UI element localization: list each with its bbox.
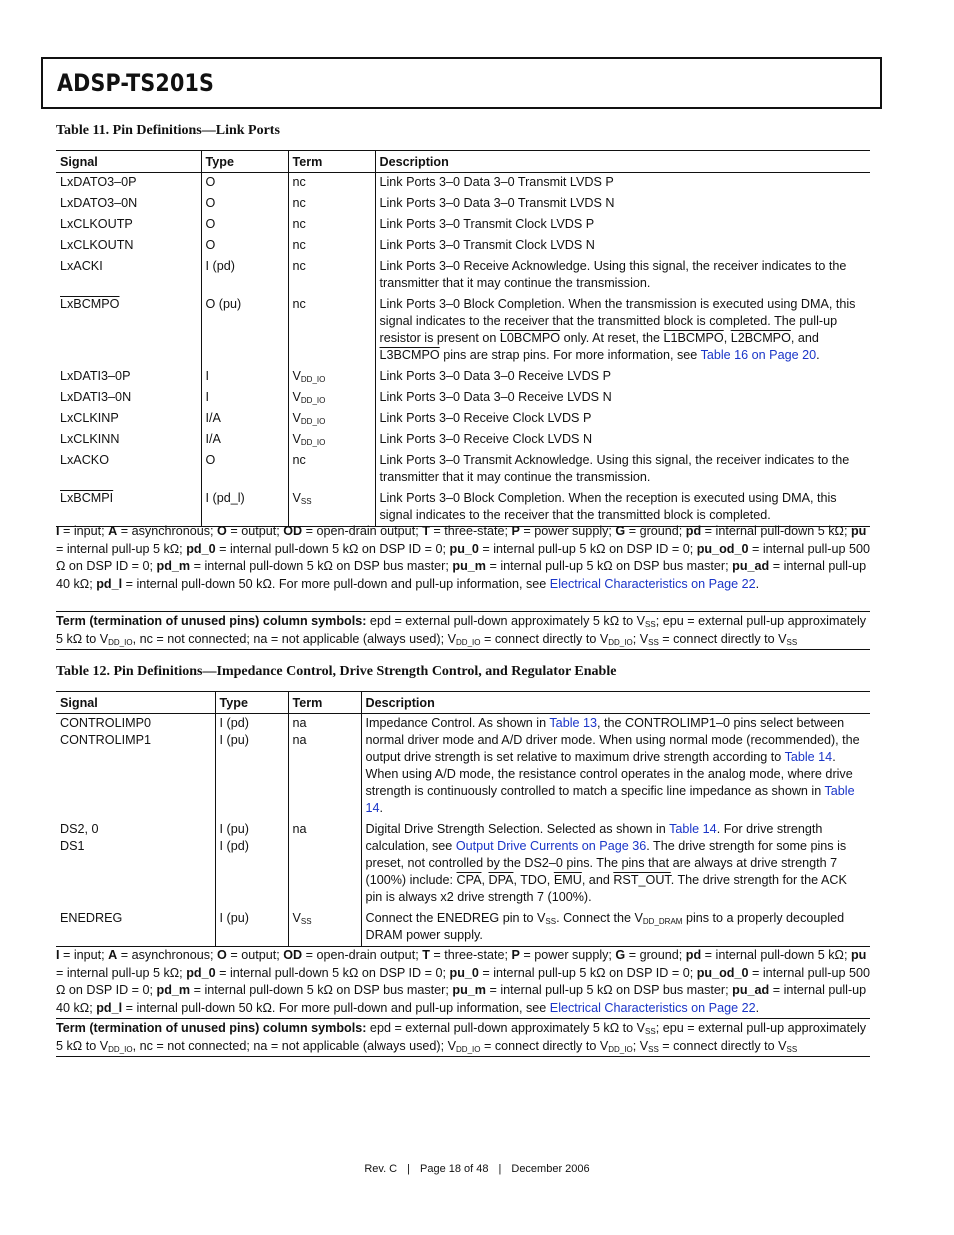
signal-cell: LxACKO [60, 453, 109, 467]
legend-text: = internal pull-down 5 kΩ on DSP ID = 0; [215, 965, 450, 980]
table-16-link[interactable]: Table 16 on Page 20 [700, 348, 817, 362]
legend-key: OD [283, 524, 303, 538]
legend-key: pd_0 [186, 541, 216, 556]
legend-text: = output; [226, 948, 284, 962]
active-low-signal: $\overline{EMU}$ [553, 873, 582, 887]
legend-text: = internal pull-up 5 kΩ; [56, 541, 187, 556]
table-row [56, 409, 870, 430]
term-cell: nc [288, 215, 375, 236]
legend-key: pu_m [452, 559, 486, 573]
legend-text: = input; [59, 948, 109, 962]
legend-key: pu_od_0 [696, 965, 749, 980]
text: ; V [632, 631, 649, 646]
text: Connect the ENEDREG pin to V [365, 911, 546, 925]
type-cell: I (pd) [201, 257, 288, 295]
output-drive-currents-link[interactable]: Output Drive Currents on Page 36 [455, 839, 647, 853]
table-row [56, 451, 870, 489]
description-cell: Link Ports 3–0 Data 3–0 Transmit LVDS P [375, 173, 870, 195]
text: . The drive strength for the ACK pin is always x2 drive strength 7 (100%). [365, 873, 847, 904]
signal-cell: LxCLKOUTP [60, 217, 133, 231]
legend-text: = internal pull-down 5 kΩ; [701, 948, 851, 962]
legend-text: = internal pull-down 5 kΩ on DSP bus master; [190, 983, 453, 997]
signal-name: DS2, 0 [60, 822, 99, 836]
legend-key: pu_0 [449, 541, 479, 556]
term-cell: nc [288, 295, 375, 367]
divider [56, 1018, 870, 1019]
table-14-link[interactable]: Table 14 [365, 784, 855, 815]
description-cell: Link Ports 3–0 Block Completion. When the reception is executed using DMA, this signal indicates to the receiver that the transmitted block is completed. [375, 489, 870, 527]
divider [56, 611, 870, 612]
term-subscript: DD_IO [300, 375, 326, 384]
signal-cell: LxCLKINP [60, 411, 119, 425]
term-symbol: V [292, 411, 301, 425]
column-header: Term [288, 692, 361, 714]
text: = connect directly to V [480, 631, 609, 646]
legend-text: = internal pull-up 5 kΩ; [56, 965, 187, 980]
description-cell [361, 714, 870, 821]
description-cell: Link Ports 3–0 Receive Clock LVDS N [375, 430, 870, 451]
table-13-link[interactable]: Table 13 [549, 716, 598, 730]
term-symbol: V [292, 491, 301, 505]
term-symbol: V [292, 911, 301, 925]
description-cell [361, 909, 870, 947]
legend-key: G [615, 948, 626, 962]
term-note-12 [56, 1020, 870, 1055]
type-cell: I/A [201, 430, 288, 451]
text: , [723, 331, 731, 345]
description-cell: Link Ports 3–0 Data 3–0 Transmit LVDS N [375, 194, 870, 215]
active-low-signal: L3BCMPO [379, 348, 440, 362]
term-subscript: SS [300, 497, 312, 506]
signal-name: CONTROLIMP0 [60, 716, 151, 730]
term-symbol: V [292, 390, 301, 404]
table-14-link[interactable]: Table 14 [669, 822, 717, 836]
active-low-signal: LxBCMPI [60, 491, 114, 505]
description-cell: Link Ports 3–0 Data 3–0 Receive LVDS P [375, 367, 870, 388]
separator: | [407, 1163, 410, 1175]
term-cell [288, 388, 375, 409]
term-subscript: DD_IO [300, 417, 326, 426]
subscript: DD_IO [108, 1044, 133, 1054]
term-note-label: Term (termination of unused pins) column symbols: [56, 614, 367, 628]
signal-name: CONTROLIMP1 [60, 733, 151, 747]
table-row [56, 430, 870, 451]
legend-key: pd_0 [186, 965, 216, 980]
legend-key: pu_ad [732, 559, 770, 573]
table-row [56, 820, 870, 909]
subscript: SS [545, 917, 557, 926]
signal-cell: LxCLKINN [60, 432, 120, 446]
legend-text: = internal pull-down 5 kΩ; [701, 524, 851, 538]
term-cell: nc [288, 257, 375, 295]
text: . When using A/D mode, the resistance control operates in the analog mode, where drive strength is continuously controlled to match a specific line impedance as shown in [365, 750, 853, 798]
column-header: Signal [56, 692, 215, 714]
legend-text: = power supply; [519, 524, 616, 538]
column-header: Description [375, 151, 870, 173]
text: , the CONTROLIMP1–0 pins select between normal driver mode and A/D driver mode. When using normal mode (recommended), the output drive strength is set relative to maximum drive strength according to [365, 716, 860, 764]
legend-key: I [56, 948, 60, 962]
legend-key: pd [685, 524, 702, 538]
legend-key: pu [850, 948, 867, 962]
legend-text: = internal pull-up 40 kΩ; [56, 559, 867, 591]
active-low-signal: L1BCMPO [663, 331, 724, 345]
term-symbol: V [292, 432, 301, 446]
table-header-row [56, 692, 870, 714]
table-row [56, 173, 870, 195]
document-title: ADSP-TS201S [57, 69, 215, 97]
subscript: SS [648, 1044, 659, 1054]
legend-text: = open-drain output; [302, 524, 423, 538]
legend-note-11 [56, 523, 870, 593]
signal-cell [56, 714, 215, 821]
table-row [56, 489, 870, 527]
table-row [56, 714, 870, 821]
text: Link Ports 3–0 Block Completion. When the transmission is executed using DMA, this signal indicates to the receiver that the transmitted block is completed. The pull-up resistor is present on [379, 297, 856, 345]
legend-text: = open-drain output; [302, 948, 423, 962]
text: = connect directly to V [480, 1038, 609, 1053]
legend-text: = asynchronous; [117, 948, 218, 962]
type-value: I (pd) [219, 716, 249, 730]
signal-cell [56, 820, 215, 909]
table-11-caption: Table 11. Pin Definitions—Link Ports [56, 123, 280, 138]
table-header-row [56, 151, 870, 173]
legend-key: pd_l [96, 1000, 123, 1015]
term-cell: nc [288, 236, 375, 257]
type-cell: O [201, 236, 288, 257]
type-value: I (pd) [219, 839, 249, 853]
active-low-signal: L2BCMPO [730, 331, 791, 345]
legend-key: OD [283, 948, 303, 962]
subscript: SS [645, 620, 656, 629]
text: only. At reset, the [560, 331, 664, 345]
legend-text: = asynchronous; [117, 524, 218, 538]
table-row [56, 236, 870, 257]
signal-cell [56, 489, 201, 527]
signal-cell: LxDATO3–0P [60, 175, 137, 189]
text: . The drive strength for some pins is preset, not controlled by the DS2–0 pins. The pins that are always at drive strength 7 (100%) include: [365, 839, 847, 887]
term-cell: nc [288, 451, 375, 489]
column-header: Type [215, 692, 288, 714]
term-value: na [292, 733, 307, 747]
text: , and [790, 331, 819, 345]
table-12 [56, 691, 870, 947]
legend-key: I [56, 524, 60, 538]
text: epd = external pull-down approximately 5 kΩ to V [366, 1021, 646, 1035]
description-cell: Link Ports 3–0 Receive Acknowledge. Using this signal, the receiver indicates to the transmitter that it may continue the transmission. [375, 257, 870, 295]
legend-key: T [422, 524, 430, 538]
legend-text: = power supply; [519, 948, 616, 962]
legend-text: = internal pull-down 50 kΩ. For more pull-down and pull-up information, see [122, 1000, 550, 1015]
legend-text: = internal pull-down 5 kΩ on DSP bus master; [190, 559, 453, 573]
active-low-signal: $\overline{CPA}$ [456, 873, 482, 887]
text: epd = external pull-down approximately 5 kΩ to V [366, 614, 646, 628]
term-cell: nc [288, 173, 375, 195]
legend-text: = internal pull-up 500 Ω on DSP ID = 0; [56, 541, 870, 573]
divider [56, 1056, 870, 1057]
legend-text: = three-state; [429, 524, 512, 538]
legend-text: = internal pull-down 50 kΩ. For more pull-down and pull-up information, see [122, 576, 550, 591]
description-cell: Link Ports 3–0 Transmit Clock LVDS P [375, 215, 870, 236]
legend-text: = ground; [625, 524, 686, 538]
table-row [56, 257, 870, 295]
type-cell: I (pd_l) [201, 489, 288, 527]
legend-text: = input; [59, 524, 109, 538]
legend-text: = ground; [625, 948, 686, 962]
legend-key: pd_l [96, 576, 123, 591]
text: , and [581, 873, 614, 887]
type-cell [215, 820, 288, 909]
subscript: SS [645, 1027, 656, 1036]
table-11 [56, 150, 870, 527]
table-row [56, 909, 870, 947]
active-low-signal: L0BCMPO [499, 331, 561, 345]
electrical-characteristics-link[interactable]: Electrical Characteristics on Page 22 [549, 576, 756, 591]
legend-text: = internal pull-down 5 kΩ on DSP ID = 0; [215, 541, 450, 556]
legend-key: pu_m [452, 983, 486, 997]
text: ; epu = external pull-up approximately 5 kΩ to V [56, 1021, 867, 1053]
legend-key: G [615, 524, 626, 538]
text: , [481, 873, 489, 887]
term-value: na [292, 716, 307, 730]
legend-text: = internal pull-up 40 kΩ; [56, 983, 867, 1015]
subscript: DD_IO [456, 1044, 481, 1054]
description-cell [375, 295, 870, 367]
legend-key: P [511, 948, 520, 962]
signal-cell: LxDATI3–0P [60, 369, 131, 383]
legend-key: pu_od_0 [696, 541, 749, 556]
legend-key: T [422, 948, 430, 962]
table-row [56, 388, 870, 409]
legend-key: pd_m [156, 559, 191, 573]
signal-cell [56, 295, 201, 367]
text: . For drive strength calculation, see [365, 822, 823, 853]
type-cell: I/A [201, 409, 288, 430]
term-subscript: SS [300, 917, 312, 926]
active-low-signal: LxBCMPO [60, 297, 120, 311]
text: ; epu = external pull-up approximately 5 kΩ to V [56, 614, 867, 646]
legend-key: P [511, 524, 520, 538]
type-value: I (pu) [219, 822, 249, 836]
legend-text: = internal pull-up 500 Ω on DSP ID = 0; [56, 965, 870, 997]
active-low-signal: $\overline{DPA}$ [488, 873, 514, 887]
term-cell [288, 409, 375, 430]
table-row [56, 367, 870, 388]
table-12-caption: Table 12. Pin Definitions—Impedance Control, Drive Strength Control, and Regulator Enable [56, 664, 617, 679]
description-cell [361, 820, 870, 909]
date: December 2006 [511, 1163, 590, 1175]
term-note-label: Term (termination of unused pins) column symbols: [56, 1021, 367, 1035]
type-cell: O [201, 173, 288, 195]
page-number: Page 18 of 48 [420, 1163, 489, 1175]
table-row [56, 194, 870, 215]
term-cell [288, 909, 361, 947]
table-row [56, 295, 870, 367]
term-subscript: DD_IO [300, 396, 326, 405]
text: , TDO, [513, 873, 554, 887]
signal-cell: LxDATO3–0N [60, 196, 138, 210]
legend-key: pu_0 [449, 965, 479, 980]
type-cell [215, 714, 288, 821]
subscript: DD_IO [108, 637, 133, 647]
type-cell: O (pu) [201, 295, 288, 367]
term-subscript: DD_IO [300, 438, 326, 447]
table-14-link[interactable]: Table 14 [784, 750, 833, 764]
header-box [41, 57, 882, 109]
subscript: DD_IO [608, 1044, 633, 1054]
text: . [379, 801, 384, 815]
signal-cell: LxCLKOUTN [60, 238, 134, 252]
active-low-signal: RST_OUT [613, 873, 671, 887]
term-cell: nc [288, 194, 375, 215]
column-header: Signal [56, 151, 201, 173]
signal-cell: ENEDREG [60, 911, 123, 925]
legend-key: A [108, 524, 118, 538]
description-cell: Link Ports 3–0 Transmit Acknowledge. Using this signal, the receiver indicates to the transmitter that it may continue the transmission. [375, 451, 870, 489]
type-cell: I (pu) [215, 909, 288, 947]
divider [56, 649, 870, 650]
term-symbol: V [292, 369, 301, 383]
type-value: I (pu) [219, 733, 249, 747]
term-cell [288, 714, 361, 821]
term-note-11 [56, 613, 870, 648]
table-row [56, 215, 870, 236]
page-footer [0, 1163, 954, 1175]
legend-text: . [755, 576, 760, 591]
type-cell: O [201, 215, 288, 236]
column-header: Description [361, 692, 870, 714]
electrical-characteristics-link[interactable]: Electrical Characteristics on Page 22 [549, 1000, 756, 1015]
signal-cell: LxACKI [60, 259, 103, 273]
type-cell: I [201, 388, 288, 409]
legend-text: = internal pull-up 5 kΩ on DSP bus master; [485, 983, 733, 997]
subscript: SS [786, 637, 798, 647]
column-header: Term [288, 151, 375, 173]
legend-text: = three-state; [429, 948, 512, 962]
legend-text: = internal pull-up 5 kΩ on DSP bus master; [485, 559, 733, 573]
subscript: SS [648, 637, 659, 647]
type-cell: O [201, 451, 288, 489]
legend-key: pd [685, 948, 702, 962]
text: . Connect the V [556, 911, 643, 925]
signal-cell: LxDATI3–0N [60, 390, 132, 404]
text: . [816, 348, 820, 362]
text: pins are strap pins. For more information, see [439, 348, 701, 362]
legend-key: pu [850, 524, 867, 538]
legend-key: pu_ad [732, 983, 770, 997]
type-cell: I [201, 367, 288, 388]
legend-key: O [217, 948, 227, 962]
text: ; V [632, 1038, 649, 1053]
legend-key: pd_m [156, 983, 191, 997]
text: pins to a properly decoupled DRAM power supply. [365, 911, 845, 942]
column-header: Type [201, 151, 288, 173]
legend-text: . [755, 1000, 760, 1015]
text: Impedance Control. As shown in [365, 716, 550, 730]
description-cell: Link Ports 3–0 Receive Clock LVDS P [375, 409, 870, 430]
revision: Rev. C [364, 1163, 398, 1175]
legend-note-12 [56, 947, 870, 1017]
separator: | [498, 1163, 502, 1175]
legend-key: O [217, 524, 227, 538]
legend-key: A [108, 948, 118, 962]
subscript: DD_IO [456, 637, 481, 647]
legend-text: = internal pull-up 5 kΩ on DSP ID = 0; [478, 965, 697, 980]
text: = connect directly to V [658, 1038, 787, 1053]
term-cell: na [288, 820, 361, 909]
type-cell: O [201, 194, 288, 215]
text: , nc = not connected; na = not applicable (always used); V [132, 631, 457, 646]
term-cell [288, 367, 375, 388]
subscript: DD_IO [608, 637, 633, 647]
term-cell [288, 489, 375, 527]
description-cell: Link Ports 3–0 Transmit Clock LVDS N [375, 236, 870, 257]
term-cell [288, 430, 375, 451]
text: = connect directly to V [658, 631, 787, 646]
text: Digital Drive Strength Selection. Selected as shown in [365, 822, 670, 836]
signal-name: DS1 [60, 839, 85, 853]
legend-text: = output; [226, 524, 284, 538]
description-cell: Link Ports 3–0 Data 3–0 Receive LVDS N [375, 388, 870, 409]
subscript: DD_DRAM [642, 917, 683, 926]
subscript: SS [786, 1044, 798, 1054]
legend-text: = internal pull-up 5 kΩ on DSP ID = 0; [478, 541, 697, 556]
text: , nc = not connected; na = not applicable (always used); V [132, 1038, 457, 1053]
